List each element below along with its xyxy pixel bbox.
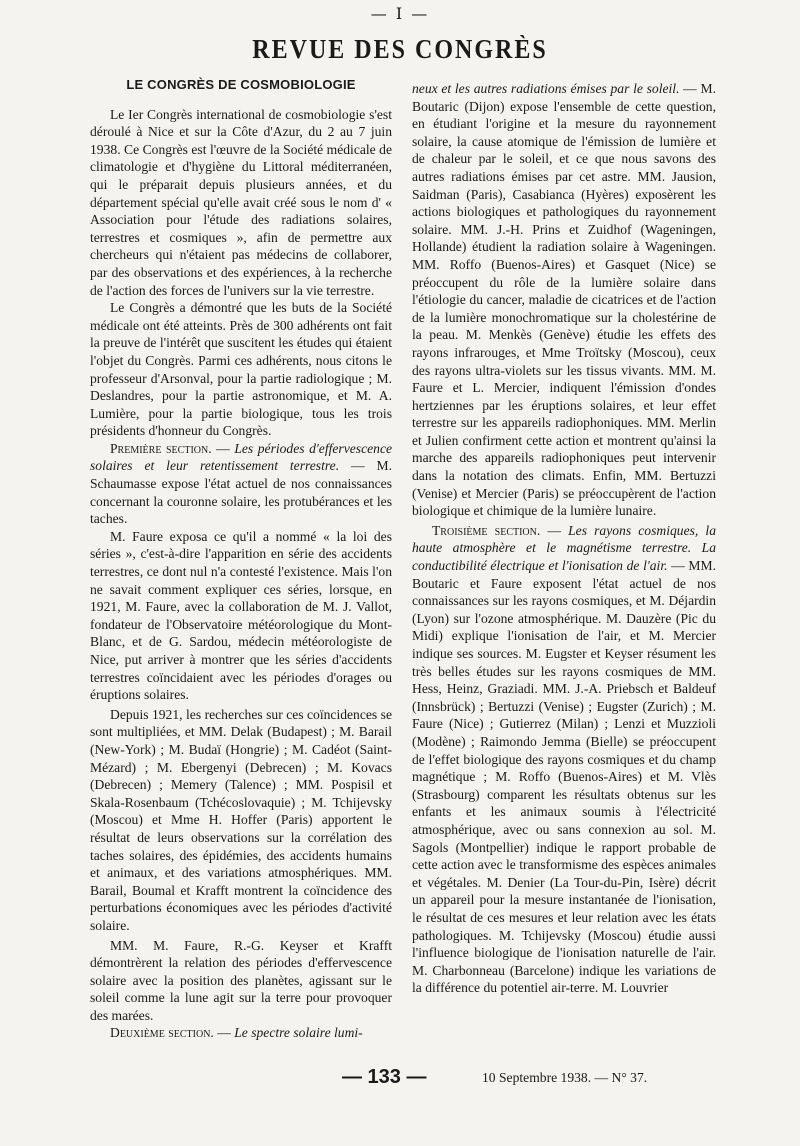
article-heading: LE CONGRÈS DE COSMOBIOLOGIE [126,77,356,92]
left-column [90,76,392,1042]
page-footer [0,1066,800,1096]
paragraph-faure-series: M. Faure exposa ce qu'il a nommé « la loi des séries », c'est-à-dire l'apparition en série des accidents terrestres, ce dont nul n'a contesté l'existence. Mais l'on ne savait comment expliquer ces séries, lorsque, en 1921, M. Faure, avec la collaboration de M. J. Vallot, fondateur de l'Observatoire météorologique du Mont-Blanc, et de G. Sardou, médecin météorologiste de Nice, put arriver à montrer que les séries d'accidents terrestres coïncidaient avec les périodes d'orages ou éruptions solaires. [90,528,392,703]
paragraph-section-one [90,440,392,528]
page-number: — 133 — [342,1066,427,1088]
issue-date: 10 Septembre 1938. — N° 37. [482,1070,648,1085]
section-two-text: — M. Boutaric (Dijon) expose l'ensemble de cette question, en étudiant l'origine et la mesure du rayonnement solaire, la cause atomique de l'émission de lumière et de chaleur par le soleil, et ce que nous savons des autres radiations émises par cet astre. MM. Jausion, Saidman (Paris), Casabianca (Hyères) exposèrent les actions biologiques et pathologiques du rayonnement solaire. MM. J.-H. Prins et Zuidhof (Wageningen, Hollande) étudient la radiation solaire à Wageningen. MM. Roffo (Buenos-Aires) et Gasquet (Nice) se préoccupent du rôle de la lumière solaire dans l'étiologie du cancer, maladie de cicatrices et de l'action de la lumière monochromatique sur la cholestérine de la peau. M. Menkès (Genève) étudie les effets des rayons infrarouges, et Mme Troïtsky (Moscou), ceux des rayons ultra-violets sur les tissus vivants. MM. M. Faure et L. Mercier, indiquent l'émission d'ondes hertziennes par les éruptions solaires, et leur effet terrestre sur les appareils radiophoniques. MM. Merlin et Julien confirment cette action et montrent qu'ainsi la marche des appareils radiophoniques peut intervenir dans la notation des climats. Enfin, MM. Bertuzzi (Venise) et Mercier (Paris) se préoccupèrent de l'action biologique et chimique de la lumière lunaire. [412,81,716,519]
paragraph-results: Le Congrès a démontré que les buts de la Société médicale ont été atteints. Près de 300 adhérents ont fait la preuve de l'intérêt que suscitent les études qui étaient l'objet du Congrès. Parmi ces adhérents, nous citons le professeur d'Arsonval, pour la partie radiologique ; M. Deslandres, pour la partie astronomique, et M. A. Lumière, pour la partie biologique, tous les trois présidents d'honneur du Congrès. [90,300,392,439]
section-two-title: Le spectre solaire lumi- [234,1025,363,1041]
section-one-dash: — [211,440,235,456]
right-column [412,80,716,997]
folio-roman: — I — [370,4,430,23]
page-title: REVUE DES CONGRÈS [252,35,548,65]
section-two-dash: — [213,1025,235,1041]
section-three-label: Troisième section. [432,522,541,538]
section-one-title: Les périodes d'effervescence solaires et leur retentissement terrestre. [90,440,393,474]
section-three-text: — MM. Boutaric et Faure exposent l'état actuel de nos connaissances sur les rayons cosmiques, et M. Déjardin (Lyon) sur l'ozone atmosphérique. M. Dauzère (Pic du Midi) explique l'ionisation de l'air, et M. Mercier indique ses sources. M. Eugster et Keyser résument les très belles études sur les rayons cosmiques de MM. Hess, Heinz, Graziadi. MM. J.-A. Priebsch et Baldeuf (Innsbrück) ; Bertuzzi (Venise) ; Eugster (Zurich) ; M. Faure (Nice) ; Gutierrez (Milan) ; Lenzi et Muzzioli (Modène) ; Raimondo Jemma (Bielle) se préoccupent de l'effet biologique des rayons cosmiques et du champ magnétique ; M. Roffo (Buenos-Aires) et M. Vlès (Strasbourg) comparent les résultats obtenus sur les enfants et les animaux soumis à l'électricité atmosphérique, avec ou sans connexion au sol. M. Sagols (Montpellier) indique le rapport probable de cette action avec le transformisme des espèces animales et végétales. M. Denier (La Tour-du-Pin, Isère) décrit un appareil pour la mesure instantanée de l'ionisation, le résultat de ces mesures et leur relation avec les états pathologiques. M. Tchijevsky (Moscou) étudie aussi l'influence biologique de l'ionisation naturelle de l'air. M. Charbonneau (Barcelone) indique les variations de la différence du potentiel air-terre. M. Louvrier [412,558,716,996]
section-one-text: — M. Schaumasse expose l'état actuel de nos connaissances concernant la couronne solaire, les protubérances et les taches. [90,458,392,527]
paragraph-solar-radiation [412,80,716,520]
paragraph-coincidences: Depuis 1921, les recherches sur ces coïncidences se sont multipliées, et MM. Delak (Budapest) ; M. Barail (New-York) ; M. Budaï (Hongrie) ; M. Cadéot (Saint-Mézard) ; M. Ebergenyi (Debrecen) ; M. Kovacs (Debrecen) ; Memery (Talence) ; MM. Pospisil et Skala-Rosenbaum (Tchécoslovaquie) ; M. Tchijevsky (Moscou) et Mme H. Hoffer (Paris) apportent le résultat de leurs observations sur la corrélation des taches solaires, des épidémies, des accidents humains et animaux, et des variations atmosphériques. MM. Barail, Boumal et Krafft montrent la coïncidence des perturbations économiques avec les périodes d'activité solaire. [90,706,392,933]
paragraph-planets: MM. M. Faure, R.-G. Keyser et Krafft démontrèrent la relation des périodes d'effervescence solaire avec la position des planètes, agissant sur le soleil comme la lune agit sur la terre pour provoquer des marées. [90,937,392,1023]
section-one-label: Première section. [110,440,212,456]
section-two-title-continued: neux et les autres radiations émises par le soleil. [412,81,680,96]
paragraph-section-three [412,522,716,997]
section-three-title: Les rayons cosmiques, la haute atmosphère et le magnétisme terrestre. La conductibilité électrique et l'ionisation de l'air. [412,522,716,574]
section-three-dash: — [540,522,569,538]
paragraph-intro: Le Ier Congrès international de cosmobiologie s'est déroulé à Nice et sur la Côte d'Azur, du 2 au 7 juin 1938. Ce Congrès est l'œuvre de la Société médicale de climatologie et d'hygiène du Littoral méditerranéen, qui le préparait depuis plusieurs années, et du département spécial qu'elle avait créé sous le nom d' « Association pour l'étude des radiations solaires, terrestres et cosmiques », afin de permettre aux chercheurs qui n'étaient pas médecins de collaborer, par des observations et des expériences, à la recherche de l'action des forces de l'univers sur la vie terrestre. [90,106,392,298]
section-two-label: Deuxième section. [110,1025,214,1041]
paragraph-section-two [90,1024,392,1042]
